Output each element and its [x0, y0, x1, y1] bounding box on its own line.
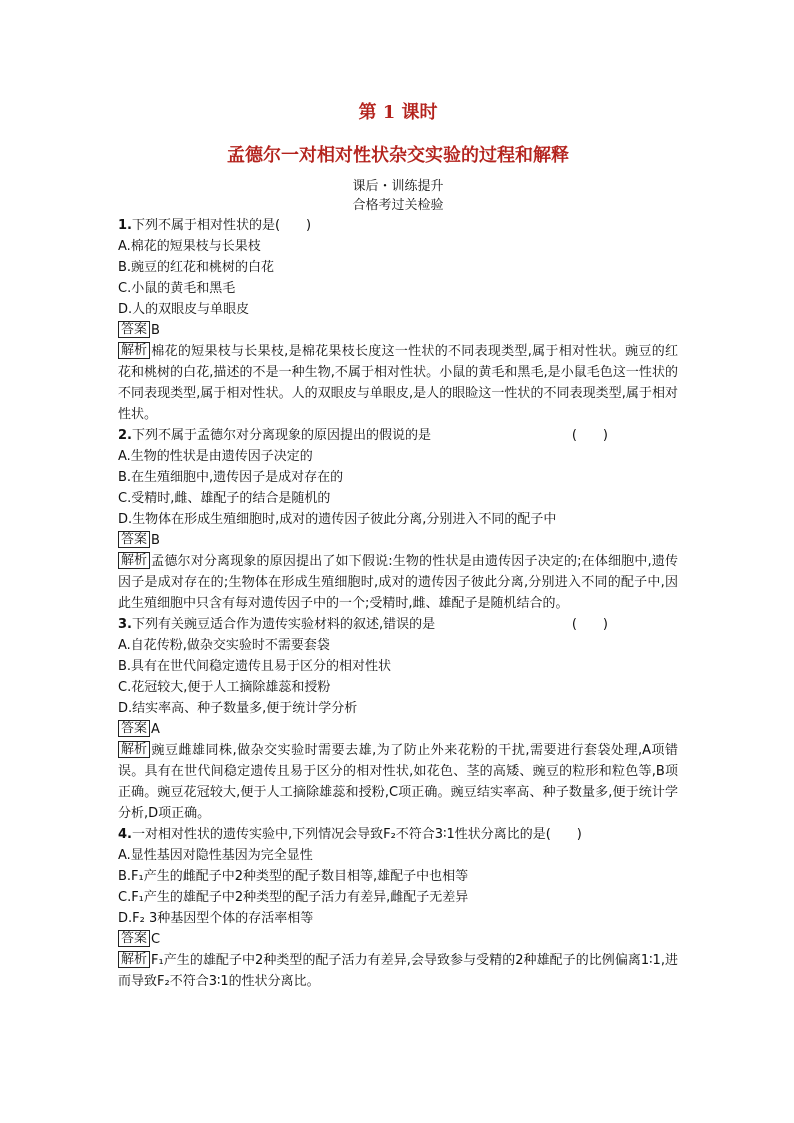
answer-tag: 答案	[118, 720, 150, 737]
option-a: A.棉花的短果枝与长果枝	[118, 239, 261, 254]
answer-tag: 答案	[118, 321, 150, 338]
analysis-tag: 解析	[118, 342, 150, 359]
analysis-text: 孟德尔对分离现象的原因提出了如下假说:生物的性状是由遗传因子决定的;在体细胞中,遗传因子是成对存在的;生物体在形成生殖细胞时,成对的遗传因子彼此分离,分别进入不同的配子中,因此生殖细胞中只含有每对遗传因子中的一个;受精时,雌、雄配子是随机结合的。	[118, 554, 678, 611]
option-a: A.自花传粉,做杂交实验时不需要套袋	[118, 638, 330, 653]
answer-tag: 答案	[118, 930, 150, 947]
question-text: 下列不属于相对性状的是( )	[131, 218, 312, 233]
question-number: 2.	[118, 428, 132, 443]
option-c: C.受精时,雌、雄配子的结合是随机的	[118, 491, 331, 506]
answer-blank: ( )	[571, 428, 608, 443]
question-text: 下列有关豌豆适合作为遗传实验材料的叙述,错误的是	[131, 617, 436, 632]
answer-line	[118, 719, 678, 740]
option-d: D.F₂ 3种基因型个体的存活率相等	[118, 911, 314, 926]
option-c: C.花冠较大,便于人工摘除雄蕊和授粉	[118, 680, 331, 695]
page-title: 孟德尔一对相对性状杂交实验的过程和解释	[227, 145, 569, 166]
question-stem	[118, 614, 678, 635]
option-b: B.豌豆的红花和桃树的白花	[118, 260, 275, 275]
option-c: C.F₁产生的雄配子中2种类型的配子活力有差异,雌配子无差异	[118, 890, 469, 905]
analysis-text: 豌豆雌雄同株,做杂交实验时需要去雄,为了防止外来花粉的干扰,需要进行套袋处理,A项错误。具有在世代间稳定遗传且易于区分的相对性状,如花色、茎的高矮、豌豆的粒形和粒色等,B项正确。豌豆花冠较大,便于人工摘除雄蕊和授粉,C项正确。豌豆结实率高、种子数量多,便于统计学分析,D项正确。	[118, 743, 678, 821]
option-a: A.显性基因对隐性基因为完全显性	[118, 848, 313, 863]
lesson-heading: 第 1 课时	[358, 102, 438, 123]
question-stem	[118, 215, 678, 236]
answer-value: B	[151, 533, 160, 548]
answer-value: A	[151, 722, 160, 737]
analysis-tag: 解析	[118, 951, 150, 968]
analysis-paragraph	[118, 341, 678, 425]
question-text: 下列不属于孟德尔对分离现象的原因提出的假说的是	[131, 428, 431, 443]
option-c: C.小鼠的黄毛和黑毛	[118, 281, 236, 296]
analysis-text: 棉花的短果枝与长果枝,是棉花果枝长度这一性状的不同表现类型,属于相对性状。豌豆的红花和桃树的白花,描述的不是一种生物,不属于相对性状。小鼠的黄毛和黑毛,是小鼠毛色这一性状的不同表现类型,属于相对性状。人的双眼皮与单眼皮,是人的眼睑这一性状的不同表现类型,属于相对性状。	[118, 344, 678, 422]
answer-line	[118, 320, 678, 341]
analysis-tag: 解析	[118, 552, 150, 569]
question-text: 一对相对性状的遗传实验中,下列情况会导致F₂不符合3∶1性状分离比的是( )	[131, 827, 582, 842]
question-stem	[118, 824, 678, 845]
question-number: 1.	[118, 218, 132, 233]
option-a: A.生物的性状是由遗传因子决定的	[118, 449, 313, 464]
analysis-paragraph	[118, 551, 678, 614]
option-b: B.具有在世代间稳定遗传且易于区分的相对性状	[118, 659, 392, 674]
answer-value: B	[151, 323, 160, 338]
option-d: D.人的双眼皮与单眼皮	[118, 302, 250, 317]
question-number: 4.	[118, 827, 132, 842]
question-block	[118, 425, 678, 614]
question-block	[118, 215, 678, 425]
worksheet-page	[118, 100, 678, 992]
answer-blank: ( )	[571, 617, 608, 632]
answer-tag: 答案	[118, 531, 150, 548]
option-d: D.生物体在形成生殖细胞时,成对的遗传因子彼此分离,分别进入不同的配子中	[118, 512, 557, 527]
analysis-text: F₁产生的雄配子中2种类型的配子活力有差异,会导致参与受精的2种雄配子的比例偏离1∶1,进而导致F₂不符合3∶1的性状分离比。	[118, 953, 678, 989]
analysis-paragraph	[118, 740, 678, 824]
option-d: D.结实率高、种子数量多,便于统计学分析	[118, 701, 358, 716]
analysis-tag: 解析	[118, 741, 150, 758]
section-heading: 课后・训练提升	[352, 179, 444, 194]
answer-line	[118, 530, 678, 551]
option-b: B.在生殖细胞中,遗传因子是成对存在的	[118, 470, 344, 485]
option-b: B.F₁产生的雌配子中2种类型的配子数目相等,雄配子中也相等	[118, 869, 469, 884]
question-number: 3.	[118, 617, 132, 632]
answer-value: C	[151, 932, 161, 947]
question-stem	[118, 425, 678, 446]
answer-line	[118, 929, 678, 950]
question-block	[118, 824, 678, 992]
analysis-paragraph	[118, 950, 678, 992]
question-block	[118, 614, 678, 824]
subsection-heading: 合格考过关检验	[352, 198, 444, 213]
